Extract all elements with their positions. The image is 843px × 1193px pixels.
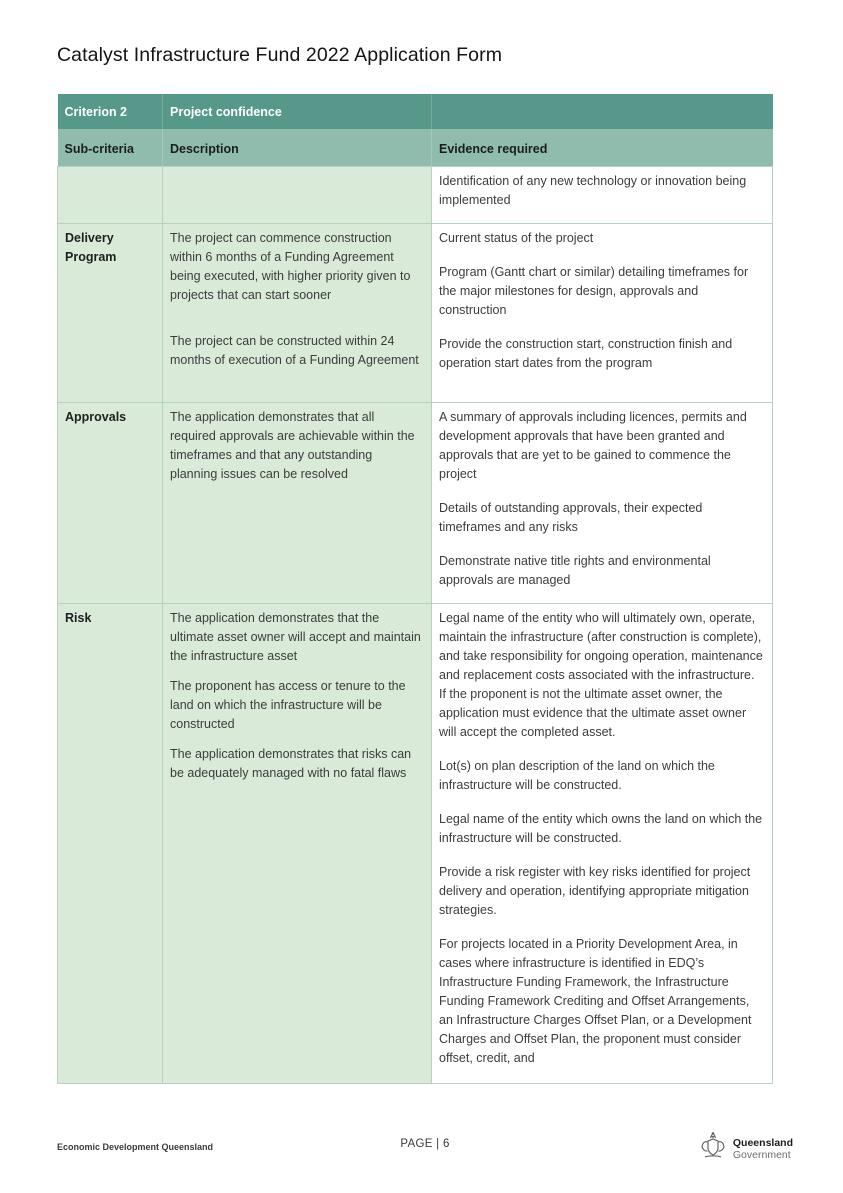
criterion-title-cell: Project confidence [163,94,432,129]
logo-line-1: Queensland [732,1136,793,1149]
paragraph: Current status of the project [439,230,594,245]
paragraph: Program (Gantt chart or similar) detailing timeframes for the major milestones for design, approvals and construction [439,264,749,317]
criteria-table [57,94,773,1084]
evidence-cell [432,166,773,223]
paragraph: For projects located in a Priority Development Area, in cases where infrastructure is identified in EDQ’s Infrastructure Funding Framework, the Infrastructure Funding Framework Crediting and Offset Arrangements, an Infrastructure Charges Offset Plan, or a Development Charges and Offset Plan, the proponent must consider offset, credit, and [439,936,752,1065]
sub-criteria-cell [58,402,163,603]
evidence-cell [432,603,773,1083]
paragraph: Provide a risk register with key risks identified for project delivery and operation, identifying appropriate mitigation strategies. [439,864,751,917]
paragraph: The application demonstrates that all required approvals are achievable within the timeframes and that any outstanding planning issues can be resolved [170,409,415,481]
paragraph: Lot(s) on plan description of the land on which the infrastructure will be constructed. [439,758,715,792]
paragraph: Legal name of the entity who will ultimately own, operate, maintain the infrastructure (after construction is complete), and take responsibility for ongoing operation, maintenance and replacement costs associated with the infrastructure. If the proponent is not the ultimate asset owner, the application must evidence that the ultimate asset owner will accept the completed asset. [439,610,763,739]
table-row [58,223,773,402]
paragraph: The proponent has access or tenure to the land on which the infrastructure will be constructed [170,678,406,731]
criterion-number-cell: Criterion 2 [58,94,163,129]
sub-criteria-cell [58,166,163,223]
paragraph: The application demonstrates that the ultimate asset owner will accept and maintain the infrastructure asset [170,610,421,663]
criterion-header-row [58,94,773,129]
page-title: Catalyst Infrastructure Fund 2022 Application Form [57,44,503,66]
paragraph: Provide the construction start, construction finish and operation start dates from the program [439,336,733,370]
logo-line-2: Government [732,1148,791,1161]
logo-wordmark [733,1137,793,1161]
paragraph: The project can be constructed within 24 months of execution of a Funding Agreement [170,333,419,367]
page-footer [57,1128,793,1176]
column-header-evidence: Evidence required [432,129,773,166]
criteria-table-body [58,166,773,1083]
evidence-cell [432,402,773,603]
description-cell [163,402,432,603]
paragraph: Delivery Program [65,230,117,264]
paragraph: Details of outstanding approvals, their expected timeframes and any risks [439,500,703,534]
sub-criteria-cell [58,223,163,402]
column-header-sub-criteria: Sub-criteria [58,129,163,166]
description-cell [163,223,432,402]
paragraph: Legal name of the entity which owns the land on which the infrastructure will be constructed. [439,811,763,845]
paragraph: Identification of any new technology or innovation being implemented [439,173,747,207]
paragraph: The application demonstrates that risks can be adequately managed with no fatal flaws [170,746,412,780]
table-row [58,402,773,603]
paragraph: Risk [65,610,92,625]
paragraph: A summary of approvals including licences, permits and development approvals that have been granted and approvals that are yet to be gained to commence the project [439,409,747,481]
paragraph: Approvals [65,409,127,424]
page-number: PAGE | 6 [400,1138,450,1150]
paragraph: The project can commence construction within 6 months of a Funding Agreement being executed, with higher priority given to projects that can start sooner [170,230,411,302]
description-cell [163,166,432,223]
criterion-empty-cell [432,94,773,129]
table-row [58,166,773,223]
table-row [58,603,773,1083]
column-header-description: Description [163,129,432,166]
column-header-row [58,129,773,166]
evidence-cell [432,223,773,402]
queensland-government-logo [698,1130,793,1167]
description-cell [163,603,432,1083]
paragraph: Demonstrate native title rights and environmental approvals are managed [439,553,711,587]
queensland-coat-of-arms-icon [698,1130,728,1167]
sub-criteria-cell [58,603,163,1083]
footer-org-name: Economic Development Queensland [57,1142,214,1152]
